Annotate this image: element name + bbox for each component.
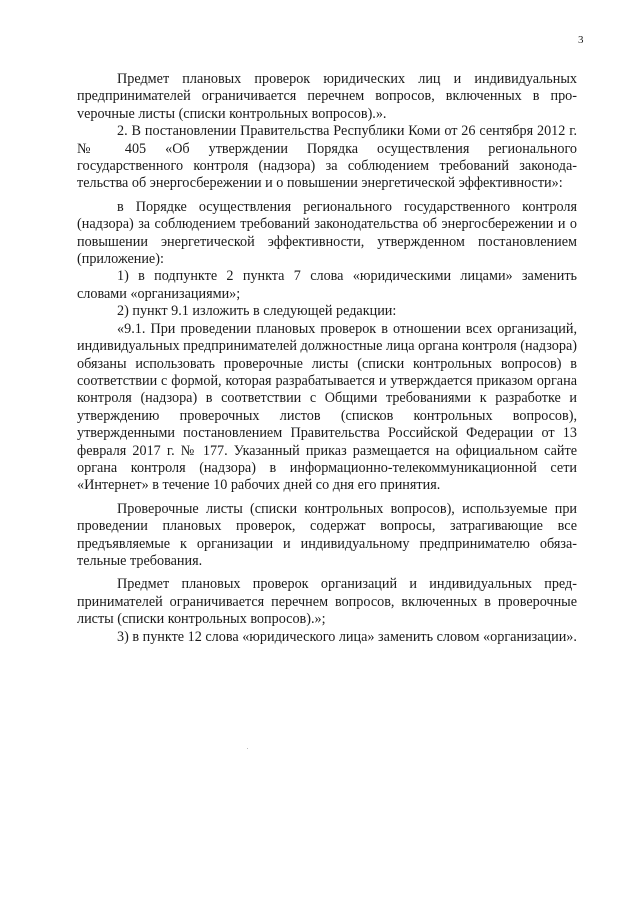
paragraph-2: 2. В постановлении Правительства Республики Коми от 26 сентября 2012 г. № 405 «Об утверждении Порядка осуществления регионального государственного контроля (надзора) за соблюдением требований законодательства об энергосбережении и о повышении энергетической эффективности»:: [77, 123, 577, 192]
paragraph-8: Предмет плановых проверок организаций и индивидуальных предпринимателей ограничивается перечнем вопросов, включенных в проверочные листы (списки контрольных вопросов).»;: [77, 576, 577, 628]
paragraph-1: Предмет плановых проверок юридических лиц и индивидуальных предпринимателей ограничивается перечнем вопросов, включенных в проvерочные листы (списки контрольных вопросов).».: [77, 71, 577, 122]
scan-speck: [247, 748, 248, 749]
paragraph-6: «9.1. При проведении плановых проверок в отношении всех организаций, индивидуальных предпринимателей должностные лица органа контроля (надзора) обязаны использовать проверочные листы (списки контрольных вопросов) в соответствии с формой, которая разрабатывается и утверждается приказом органа контроля (надзора) в соответствии с Общими требованиями к разработке и утверждению проверочных листов (списков контрольных вопросов), утвержденными постановлением Правительства Российской Федерации от 13 февраля 2017 г. № 177. Указанный приказ размещается на официальном сайте органа контроля (надзора) в информационно-телекоммуникационной сети «Интернет» в течение 10 рабочих дней со дня его принятия.: [77, 320, 577, 494]
paragraph-7: Проверочные листы (списки контрольных вопросов), используемые при проведении плановых проверок, содержат вопросы, затрагивающие все предъявляемые к организации и индивидуальному предпринимателю обязательные требования.: [77, 500, 577, 569]
paragraph-9: 3) в пункте 12 слова «юридического лица» заменить словом «организации».: [117, 628, 577, 645]
paragraph-5: 2) пункт 9.1 изложить в следующей редакции:: [117, 303, 397, 320]
paragraph-4: 1) в подпункте 2 пункта 7 слова «юридическими лицами» заменить словами «организациями»;: [77, 268, 577, 302]
document-body: [77, 71, 577, 646]
paragraph-3: в Порядке осуществления регионального государственного контроля (надзора) за соблюдением требований законодательства об энергосбережении и о повышении энергетической эффективности, утвержденном постановлением (приложение):: [77, 198, 577, 268]
page-number: 3: [578, 34, 584, 46]
